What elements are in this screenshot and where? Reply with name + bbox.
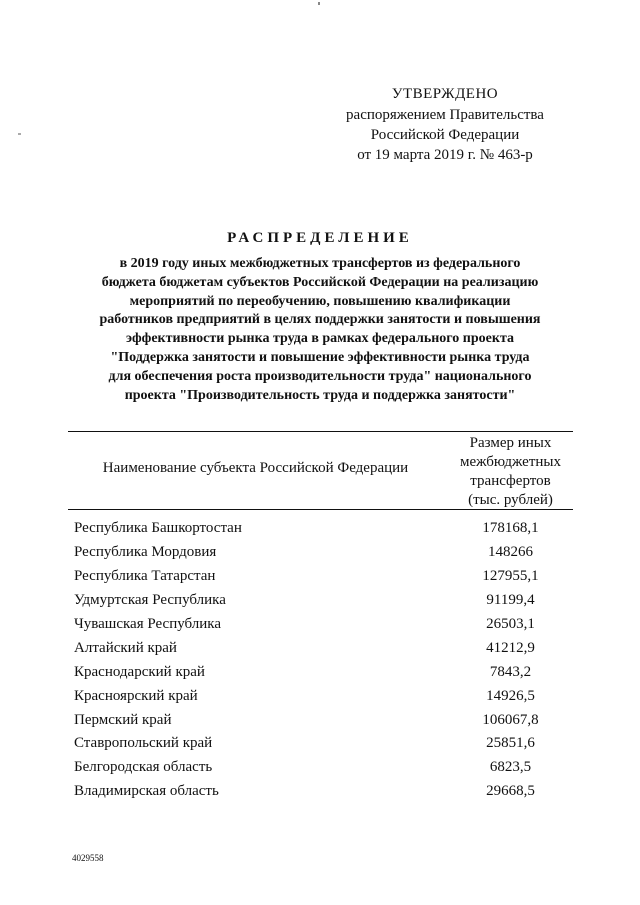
region-name: Республика Башкортостан (74, 520, 242, 537)
header-line: Размер иных (469, 435, 552, 451)
header-line: трансфертов (470, 473, 551, 489)
table-top-rule (68, 431, 573, 432)
transfer-amount: 26503,1 (486, 616, 535, 632)
approval-title: УТВЕРЖДЕНО (391, 86, 499, 102)
header-line: межбюджетных (459, 454, 561, 470)
transfer-amount: 148266 (488, 544, 533, 561)
table-row (74, 589, 573, 613)
transfer-amount: 106067,8 (482, 711, 539, 728)
transfer-amount: 6823,5 (489, 759, 532, 776)
region-name: Чувашская Республика (74, 616, 222, 632)
transfer-amount: 7843,2 (489, 663, 532, 680)
table-header-region: Наименование субъекта Российской Федерации (102, 460, 409, 476)
table-body (74, 517, 573, 804)
subheading-line: работников предприятий в целях поддержки занятости и повышения (99, 312, 541, 328)
transfer-amount: 25851,6 (486, 735, 535, 752)
table-row (74, 565, 573, 589)
table-header-rule (68, 509, 573, 510)
scan-mark (18, 133, 21, 135)
approval-line: от 19 марта 2019 г. № 463-р (357, 147, 533, 163)
transfer-amount: 41212,9 (486, 639, 535, 656)
subheading-line: для обеспечения роста производительности труда" национального (108, 368, 532, 384)
table-row (74, 732, 573, 756)
table-row (74, 708, 573, 732)
table-row (74, 660, 573, 684)
document-heading: РАСПРЕДЕЛЕНИЕ (227, 230, 413, 246)
region-name: Белгородская область (74, 759, 213, 776)
document-code: 4029558 (72, 853, 104, 863)
approval-line: Российской Федерации (370, 127, 520, 143)
table-row (74, 780, 573, 804)
region-name: Владимирская область (74, 783, 219, 800)
subheading-line: мероприятий по переобучению, повышению квалификации (129, 293, 511, 309)
region-name: Республика Мордовия (74, 544, 217, 561)
scan-mark (318, 2, 320, 5)
table-header-amount (448, 434, 573, 510)
transfer-amount: 14926,5 (486, 687, 535, 704)
table-row (74, 541, 573, 565)
subheading-line: эффективности рынка труда в рамках федерального проекта (125, 331, 514, 347)
region-name: Красноярский край (74, 687, 198, 704)
table-row (74, 517, 573, 541)
region-name: Пермский край (74, 711, 172, 728)
table-row (74, 756, 573, 780)
subheading-line: "Поддержка занятости и повышение эффективности рынка труда (110, 349, 530, 365)
subheading-line: бюджета бюджетам субъектов Российской Федерации на реализацию (101, 274, 539, 290)
transfer-amount: 91199,4 (486, 592, 535, 609)
table-row (74, 636, 573, 660)
region-name: Краснодарский край (74, 663, 205, 680)
region-name: Ставропольский край (74, 735, 213, 752)
header-line: (тыс. рублей) (468, 492, 553, 508)
transfer-amount: 178168,1 (482, 520, 539, 537)
table-row (74, 613, 573, 637)
region-name: Республика Татарстан (74, 568, 216, 585)
document-subheading (85, 255, 555, 405)
approval-block (330, 84, 560, 165)
region-name: Алтайский край (74, 639, 177, 656)
transfer-amount: 29668,5 (486, 783, 535, 800)
table-row (74, 684, 573, 708)
subheading-line: проекта "Производительность труда и поддержка занятости" (124, 387, 516, 403)
region-name: Удмуртская Республика (74, 592, 226, 609)
approval-line: распоряжением Правительства (346, 107, 544, 123)
subheading-line: в 2019 году иных межбюджетных трансфертов из федерального (119, 256, 521, 271)
transfer-amount: 127955,1 (482, 568, 539, 585)
